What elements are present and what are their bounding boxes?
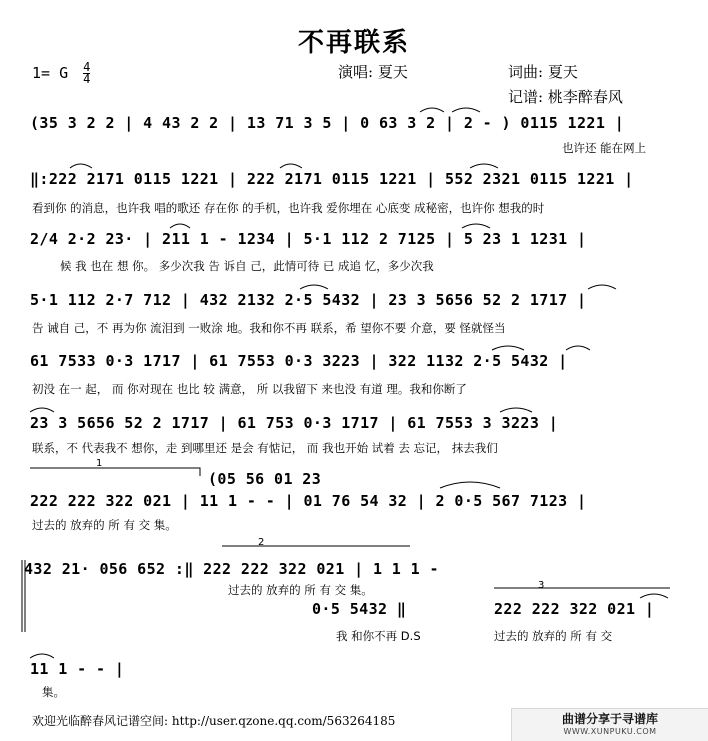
- volta-bracket: [30, 468, 200, 476]
- slur-mark: [70, 164, 92, 168]
- slur-mark: [492, 346, 524, 350]
- slur-mark: [588, 285, 616, 289]
- footer-text: 欢迎光临醉春风记谱空间: http://user.qzone.qq.com/563264185: [32, 714, 396, 728]
- singer-credit: 演唱: 夏天: [338, 63, 408, 81]
- notation-row-5: 61 7533 0·3 1717 | 61 7553 0·3 3223 | 322 1132 2·5 5432 |: [30, 352, 568, 370]
- lyrics-row-3: 候 我 也在 想 你。 多少次我 告 诉自 己，此情可待 已 成追 忆，多少次我: [60, 259, 434, 273]
- watermark-line-2: WWW.XUNPUKU.COM: [563, 727, 657, 736]
- notation-row-6: 23 3 5656 52 2 1717 | 61 753 0·3 1717 | 61 7553 3 3223 |: [30, 414, 559, 432]
- lyrics-row-2: 看到你 的消息，也许我 唱的歌还 存在你 的手机，也许我 爱你埋在 心底变 成秘密，也许你 想我的时: [32, 201, 545, 215]
- notation-row-1: (35 3 2 2 | 4 43 2 2 | 13 71 3 5 | 0 63 3 2 | 2 - ) 0115 1221 |: [30, 114, 625, 132]
- lyrics-row-6: 联系，不 代表我不 想你，走 到哪里还 是会 有惦记， 而 我也开始 试着 去 忘记， 抹去我们: [32, 441, 498, 455]
- lyrics-row-9-left: 我 和你不再 D.S: [336, 629, 421, 643]
- lyrics-row-10: 集。: [42, 685, 65, 699]
- notation-row-3: 2/4 2·2 23· | 211 1 - 1234 | 5·1 112 2 7125 | 5 23 1 1231 |: [30, 230, 587, 248]
- slur-mark: [420, 108, 444, 112]
- transcriber-credit: 记谱: 桃李醉春风: [508, 88, 623, 106]
- time-signature: [83, 62, 90, 85]
- notation-row-8: 432 21· 056 652 :‖ 222 222 322 021 | 1 1 1 -: [24, 560, 439, 578]
- slur-mark: [30, 654, 54, 658]
- key-label: 1= G: [32, 64, 69, 82]
- notation-row-7-upper: (05 56 01 23: [208, 470, 322, 488]
- key-signature: [32, 62, 90, 85]
- composer-credit: 词曲: 夏天: [508, 63, 578, 81]
- slur-mark: [452, 108, 480, 112]
- slur-mark: [500, 408, 532, 412]
- notation-row-9-left: 0·5 5432 ‖: [312, 600, 407, 618]
- notation-row-9: 222 222 322 021 |: [494, 600, 655, 618]
- volta-2-number: 2: [258, 537, 265, 548]
- lyrics-row-9: 过去的 放弃的 所 有 交: [494, 629, 613, 643]
- notation-row-4: 5·1 112 2·7 712 | 432 2132 2·5 5432 | 23 3 5656 52 2 1717 |: [30, 291, 587, 309]
- slur-mark: [30, 408, 54, 412]
- time-bottom: 4: [83, 72, 91, 86]
- slur-mark: [280, 164, 302, 168]
- slur-mark: [300, 285, 328, 289]
- notation-row-2: ‖:222 2171 0115 1221 | 222 2171 0115 1221 | 552 2321 0115 1221 |: [30, 170, 634, 188]
- lyrics-row-7: 过去的 放弃的 所 有 交 集。: [32, 518, 177, 532]
- lyrics-row-8: 过去的 放弃的 所 有 交 集。: [228, 583, 373, 597]
- slur-mark: [640, 594, 668, 598]
- slur-mark: [440, 482, 500, 488]
- song-title: 不再联系: [297, 28, 410, 58]
- notation-row-7: 222 222 322 021 | 11 1 - - | 01 76 54 32 | 2 0·5 567 7123 |: [30, 492, 587, 510]
- slur-mark: [566, 346, 590, 350]
- lyrics-row-4: 告 诫自 己，不 再为你 流泪到 一败涂 地。我和你不再 联系，希 望你不要 介意，要 怪就怪当: [32, 321, 506, 335]
- time-top: 4: [83, 60, 91, 74]
- watermark-line-1: 曲谱分享于寻谱库: [561, 712, 658, 726]
- lyrics-row-1: 也许还 能在网上: [562, 141, 647, 155]
- slur-mark: [462, 224, 490, 228]
- watermark-box: [511, 708, 708, 741]
- notation-row-10: 11 1 - - |: [30, 660, 125, 678]
- slur-mark: [470, 164, 498, 168]
- slur-mark: [170, 224, 190, 228]
- volta-1-number: 1: [96, 458, 103, 469]
- lyrics-row-5: 初没 在一 起， 而 你对现在 也比 较 满意， 所 以我留下 来也没 有道 理。我和你断了: [32, 382, 467, 396]
- volta-3-number: 3: [538, 580, 545, 591]
